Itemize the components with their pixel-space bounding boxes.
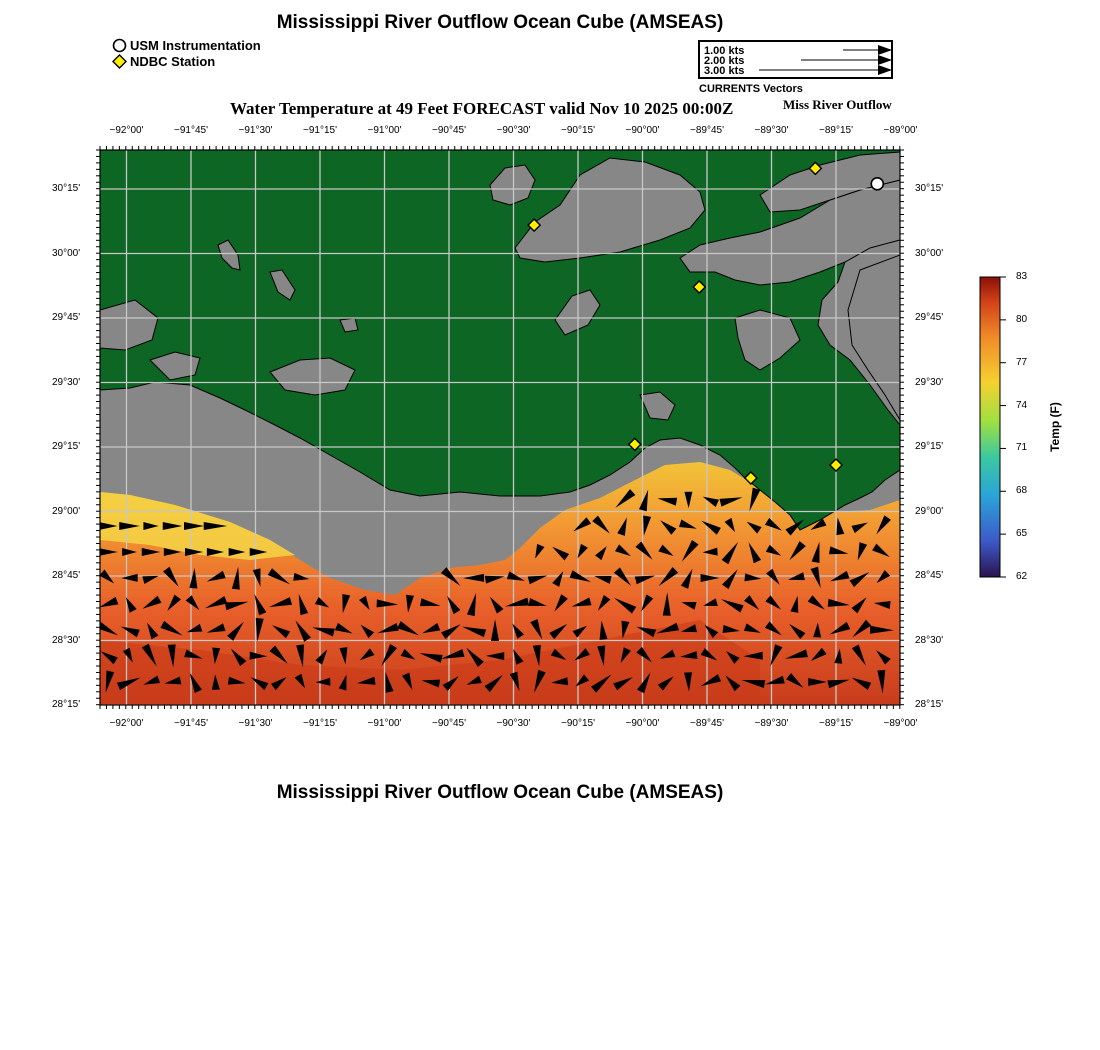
map-subtitle: Water Temperature at 49 Feet FORECAST valid Nov 10 2025 00:00Z bbox=[230, 99, 734, 118]
lat-label-left: 29°45' bbox=[52, 312, 81, 323]
lon-label-bottom: −91°00' bbox=[367, 718, 402, 729]
lon-label-bottom: −90°30' bbox=[496, 718, 531, 729]
lat-label-right: 29°30' bbox=[915, 376, 944, 388]
lat-label-right: 29°00' bbox=[915, 505, 944, 517]
colorbar-ticks bbox=[1000, 277, 1006, 577]
colorbar-title: Temp (F) bbox=[1047, 402, 1062, 452]
lon-label-bottom: −89°00' bbox=[883, 718, 918, 729]
lat-label-right: 29°15' bbox=[915, 441, 944, 452]
colorbar-tick-label: 80 bbox=[1016, 313, 1028, 325]
lon-label-bottom: −89°30' bbox=[754, 718, 789, 729]
lon-label-bottom: −90°00' bbox=[625, 718, 660, 729]
map-layers bbox=[96, 150, 900, 705]
lon-label-bottom: −89°15' bbox=[819, 718, 853, 729]
lat-label-right: 28°30' bbox=[915, 634, 944, 646]
lon-label-top: −91°15' bbox=[303, 125, 337, 136]
lon-label-top: −91°30' bbox=[238, 125, 273, 136]
lon-label-top: −89°30' bbox=[754, 125, 789, 136]
map-title: Mississippi River Outflow Ocean Cube (AMSEAS) bbox=[276, 12, 724, 33]
lon-label-top: −89°00' bbox=[883, 125, 918, 136]
lon-label-bottom: −92°00' bbox=[109, 718, 144, 729]
vector-scale-1kt: 1.00 kts bbox=[704, 45, 745, 57]
legend-ndbc-label: NDBC Station bbox=[130, 53, 216, 69]
lon-label-top: −90°45' bbox=[432, 125, 466, 136]
lat-label-right: 28°45' bbox=[915, 570, 944, 581]
lon-label-top: −92°00' bbox=[109, 125, 144, 136]
colorbar-tick-label: 74 bbox=[1016, 399, 1028, 411]
lon-label-bottom: −90°45' bbox=[432, 718, 466, 729]
vector-scale-2kt: 2.00 kts bbox=[704, 55, 745, 67]
colorbar-tick-label: 83 bbox=[1016, 271, 1028, 282]
region-label: Miss River Outflow bbox=[783, 97, 892, 112]
colorbar-tick-label: 65 bbox=[1016, 528, 1028, 540]
lat-label-left: 28°45' bbox=[52, 570, 81, 581]
lat-label-left: 28°15' bbox=[52, 699, 81, 710]
usm-station-marker[interactable] bbox=[871, 178, 883, 190]
lon-label-bottom: −91°15' bbox=[303, 718, 337, 729]
lon-label-bottom: −90°15' bbox=[561, 718, 595, 729]
vector-scale-3kt: 3.00 kts bbox=[704, 65, 745, 77]
lon-label-top: −89°15' bbox=[819, 125, 853, 136]
lat-label-left: 29°30' bbox=[52, 376, 81, 388]
legend-usm-label: USM Instrumentation bbox=[130, 37, 261, 53]
colorbar-tick-label: 68 bbox=[1016, 485, 1028, 497]
lon-label-bottom: −91°30' bbox=[238, 718, 273, 729]
lon-label-bottom: −89°45' bbox=[690, 718, 724, 729]
lat-label-left: 28°30' bbox=[52, 634, 81, 646]
bottom-title: Mississippi River Outflow Ocean Cube (AMSEAS) bbox=[276, 782, 724, 803]
lat-label-left: 30°00' bbox=[52, 247, 81, 259]
lon-label-top: −91°00' bbox=[367, 125, 402, 136]
colorbar bbox=[980, 277, 1000, 577]
lat-label-left: 29°15' bbox=[52, 441, 81, 452]
lat-label-left: 30°15' bbox=[52, 183, 81, 194]
colorbar-tick-label: 71 bbox=[1016, 442, 1028, 454]
lon-label-bottom: −91°45' bbox=[174, 718, 208, 729]
colorbar-tick-label: 77 bbox=[1016, 356, 1028, 368]
lon-label-top: −90°00' bbox=[625, 125, 660, 136]
lat-label-left: 29°00' bbox=[52, 505, 81, 517]
lat-label-right: 28°15' bbox=[915, 699, 944, 710]
lon-label-top: −89°45' bbox=[690, 125, 724, 136]
lat-label-right: 29°45' bbox=[915, 312, 944, 323]
lat-label-right: 30°00' bbox=[915, 247, 944, 259]
colorbar-tick-label: 62 bbox=[1016, 571, 1028, 582]
lat-label-right: 30°15' bbox=[915, 183, 944, 194]
vector-caption: CURRENTS Vectors bbox=[699, 83, 803, 95]
lon-label-top: −90°15' bbox=[561, 125, 595, 136]
lon-label-top: −91°45' bbox=[174, 125, 208, 136]
lon-label-top: −90°30' bbox=[496, 125, 531, 136]
